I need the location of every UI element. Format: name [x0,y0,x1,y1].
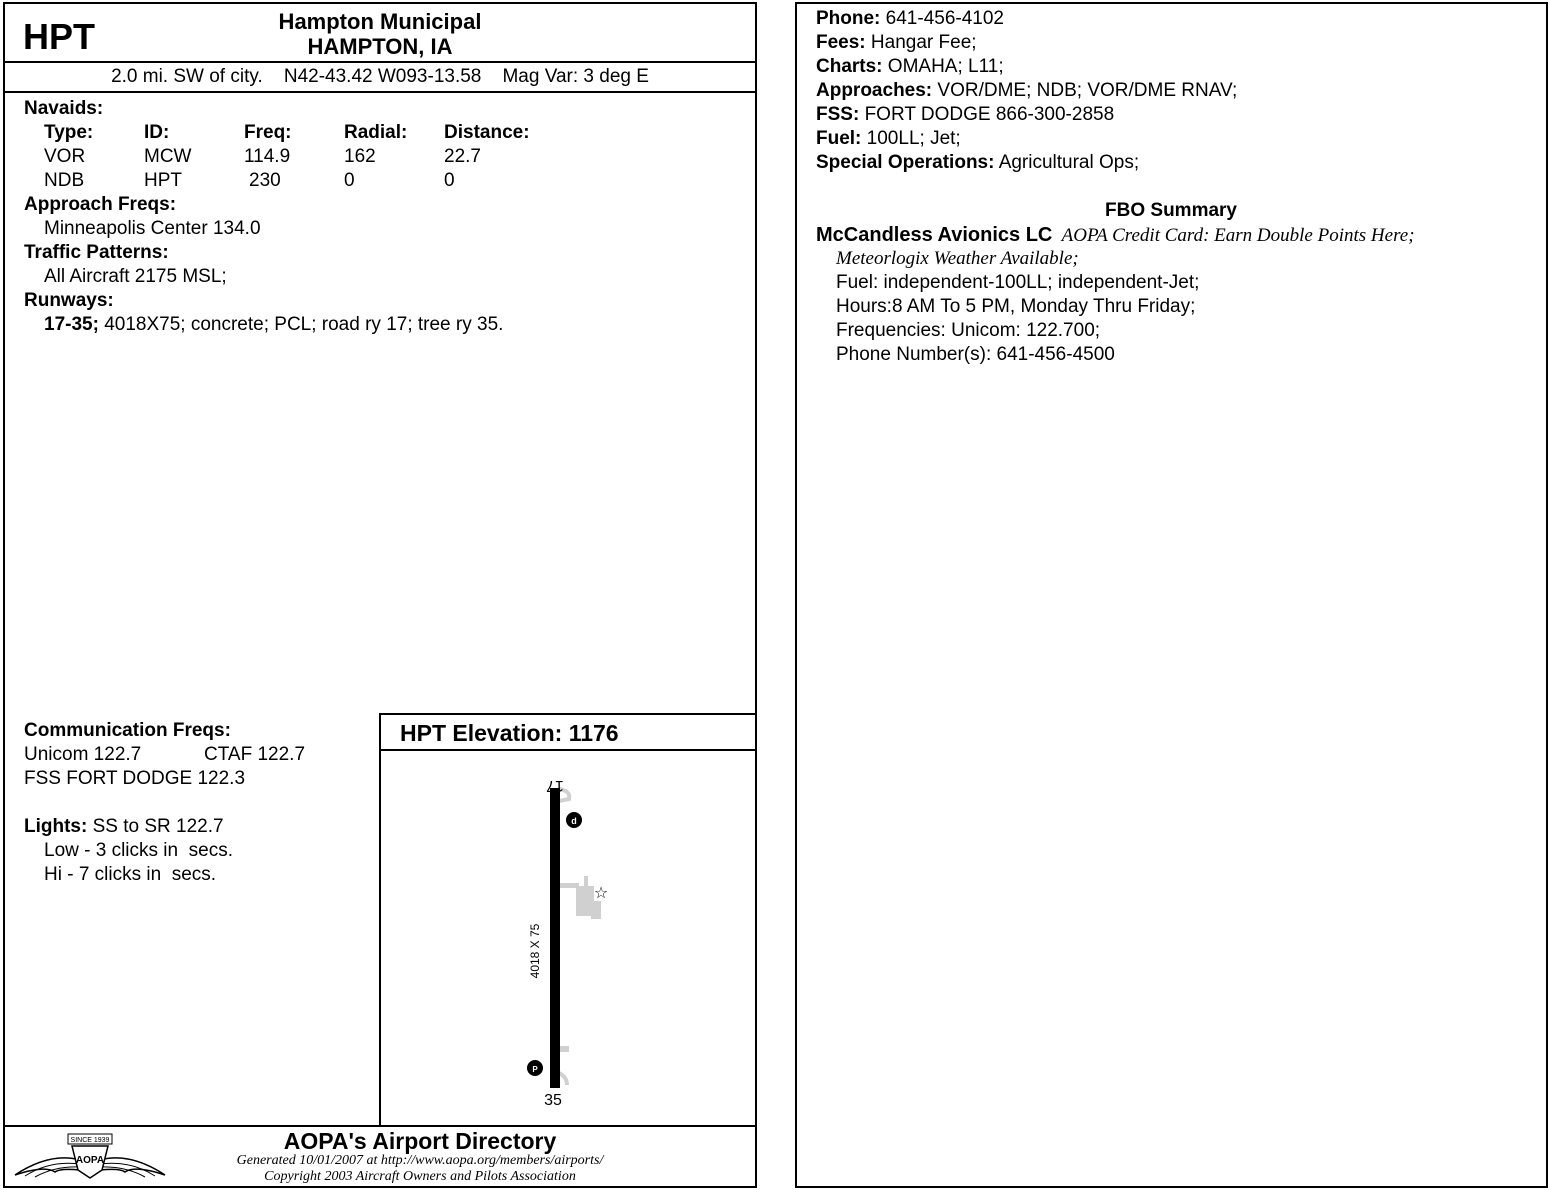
navaid-cell: NDB [44,170,85,191]
runway-35-label: 35 [544,1092,562,1109]
info-value: Agricultural Ops; [998,152,1140,173]
info-fuel [816,127,961,151]
logo-top-text: SINCE 1939 [70,1137,110,1144]
runways-title: Runways: [24,290,114,311]
info-label: Charts: [816,56,883,77]
info-value: FORT DODGE 866-300-2858 [864,104,1115,125]
navaid-cell: HPT [144,170,182,191]
lights-value: SS to SR 122.7 [92,816,224,837]
airport-city: HAMPTON, IA [307,34,453,59]
taxiway [584,876,588,888]
traffic-patterns-title: Traffic Patterns: [24,242,169,263]
info-value: OMAHA; L11; [887,56,1004,77]
info-fees [816,31,977,55]
footer-generated: Generated 10/01/2007 at http://www.aopa.org/members/airports/ [236,1153,604,1168]
fbo-frequencies: Frequencies: Unicom: 122.700; [836,320,1101,341]
wing-right-icon [100,1158,165,1175]
info-special-ops [816,151,1139,175]
taxiway [559,1046,569,1052]
navaid-header-freq: Freq: [244,122,292,143]
fbo-phone: Phone Number(s): 641-456-4500 [836,344,1115,365]
info-approaches [816,79,1237,103]
info-value: 641-456-4102 [885,8,1004,29]
navaid-cell: 114.9 [244,146,291,167]
logo-text: AOPA [75,1155,105,1166]
footer-divider [3,1125,757,1127]
runway-desc: 4018X75; concrete; PCL; road ry 17; tree ry 35. [104,314,504,335]
fbo-fuel: Fuel: independent-100LL; independent-Jet; [836,272,1200,293]
info-charts [816,55,1004,79]
footer-copyright: Copyright 2003 Aircraft Owners and Pilots Association [264,1169,576,1184]
info-label: Fees: [816,32,866,53]
info-value: Hangar Fee; [870,32,977,53]
traffic-patterns-value: All Aircraft 2175 MSL; [44,266,227,287]
wind-marker-icon: d [571,816,577,826]
beacon-star-icon: ☆ [593,883,609,902]
lights-entry [24,815,224,839]
info-label: Approaches: [816,80,933,101]
fbo-notes-1: AOPA Credit Card: Earn Double Points Here; [1061,225,1415,246]
navaid-cell: 0 [444,170,455,191]
info-phone [816,7,1004,31]
location-line: 2.0 mi. SW of city. N42-43.42 W093-13.58 Mag Var: 3 deg E [111,66,649,87]
runway-dims-label: 4018 X 75 [528,923,542,979]
apron [591,901,601,919]
location-divider [3,91,757,93]
approach-freqs-title: Approach Freqs: [24,194,177,215]
navaid-cell: 0 [344,170,355,191]
info-fss [816,103,1114,127]
info-label: Phone: [816,8,881,29]
navaid-cell: VOR [44,146,86,167]
navaid-header-radial: Radial: [344,122,408,143]
navaid-cell: MCW [144,146,192,167]
taxiway [559,1073,567,1085]
fbo-summary-title: FBO Summary [1105,200,1237,221]
parking-marker-icon: P [532,1065,538,1074]
approach-freqs-value: Minneapolis Center 134.0 [44,218,261,239]
navaid-cell: 162 [344,146,376,167]
navaid-header-type: Type: [44,122,94,143]
navaid-cell: 22.7 [444,146,481,167]
airport-diagram [381,751,757,1121]
fbo-notes-2: Meteorlogix Weather Available; [836,248,1079,269]
airport-code: HPT [23,16,95,57]
comm-title: Communication Freqs: [24,720,231,741]
aopa-logo [10,1130,170,1185]
diagram-title: HPT Elevation: 1176 [400,720,619,746]
ctaf-freq: CTAF 122.7 [204,744,306,765]
fbo-hours: Hours:8 AM To 5 PM, Monday Thru Friday; [836,296,1196,317]
wing-left-icon [15,1158,80,1175]
runway [550,788,560,1088]
info-value: VOR/DME; NDB; VOR/DME RNAV; [937,80,1238,101]
runway-entry [44,313,503,337]
navaid-header-distance: Distance: [444,122,530,143]
airport-name: Hampton Municipal [278,9,482,34]
fss-freq: FSS FORT DODGE 122.3 [24,768,246,789]
unicom-freq: Unicom 122.7 [24,744,142,765]
info-label: Fuel: [816,128,862,149]
info-label: Special Operations: [816,152,995,173]
diagram-top-border [379,713,757,715]
footer-title: AOPA's Airport Directory [283,1128,557,1154]
lights-hi: Hi - 7 clicks in secs. [44,864,217,885]
fbo-name: McCandless Avionics LC [816,224,1053,246]
runway-17-label: 17 [546,777,564,794]
header-divider [3,61,757,63]
lights-label: Lights: [24,816,88,837]
runway-id: 17-35; [44,314,99,335]
navaid-cell: 230 [249,170,281,191]
navaid-header-id: ID: [144,122,170,143]
taxiway [559,883,579,888]
fbo-header [816,223,1415,248]
navaids-title: Navaids: [24,98,104,119]
info-value: 100LL; Jet; [866,128,961,149]
right-panel [795,2,1548,1188]
info-label: FSS: [816,104,860,125]
lights-low: Low - 3 clicks in secs. [44,840,233,861]
